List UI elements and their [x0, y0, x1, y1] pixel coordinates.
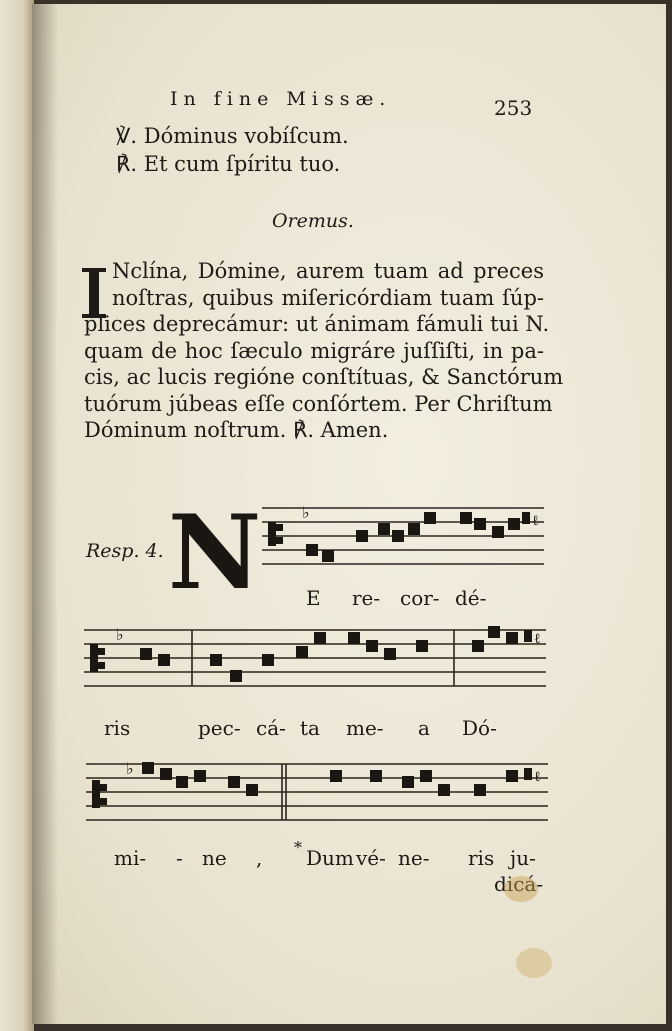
lyric-asterisk: *	[294, 838, 302, 857]
foxing-stain	[504, 876, 538, 902]
chant-staff-1	[262, 500, 546, 570]
response-text: Et cum ſpíritu tuo.	[143, 152, 341, 176]
prayer-line: Nclína, Dómine, aurem tuam ad preces	[112, 259, 544, 283]
svg-text:♭: ♭	[126, 759, 134, 778]
svg-text:ℓ: ℓ	[532, 513, 539, 529]
lyric-syllable: ,	[256, 846, 263, 870]
lyric-syllable: mi-	[114, 846, 147, 870]
chant-staff-3	[86, 756, 550, 828]
prayer-line: Dóminum noſtrum. ℟. Amen.	[84, 418, 389, 442]
lyric-syllable: ne	[202, 846, 227, 870]
catchword: dicá-	[494, 872, 544, 896]
lyric-syllable: Dó-	[462, 716, 497, 740]
chant-initial: N	[168, 493, 262, 613]
lyric-syllable: ne-	[398, 846, 430, 870]
svg-text:ℓ: ℓ	[534, 769, 541, 785]
running-header: In fine Missæ.	[170, 88, 392, 110]
lyric-syllable: E	[306, 586, 321, 610]
response-symbol: ℟.	[116, 152, 138, 176]
svg-text:ℓ: ℓ	[534, 631, 541, 647]
prayer-line: plices deprecámur: ut ánimam fámuli tui N.	[84, 312, 550, 336]
versicle-symbol: ℣.	[116, 124, 138, 148]
prayer-line: noſtras, quibus miſericórdiam tuam ſúp-	[112, 285, 544, 310]
lyric-syllable: -	[176, 846, 183, 870]
lyric-syllable: me-	[346, 716, 384, 740]
svg-text:♭: ♭	[116, 625, 124, 644]
lyric-syllable: pec-	[198, 716, 241, 740]
response-line	[116, 152, 340, 176]
lyric-syllable: ju-	[510, 846, 536, 870]
lyric-syllable: ris	[104, 716, 131, 740]
svg-text:♭: ♭	[302, 503, 310, 522]
chant-staff-2	[84, 622, 548, 698]
lyric-syllable: cor-	[400, 586, 440, 610]
lyric-syllable: re-	[352, 586, 381, 610]
lyric-syllable: Dum	[306, 846, 354, 870]
foxing-stain	[516, 948, 552, 978]
versicle-text: Dóminus vobíſcum.	[143, 124, 349, 148]
prayer-line: cis, ac lucis regióne conſtítuas, & Sanctórum	[84, 365, 564, 389]
lyric-syllable: vé-	[356, 846, 386, 870]
left-page-edge	[0, 0, 34, 1031]
lyric-syllable: ta	[300, 716, 320, 740]
prayer-text	[84, 258, 564, 444]
prayer-line: quam de hoc ſæculo migráre juſſiſti, in pa-	[84, 338, 544, 363]
gutter-shadow	[32, 4, 58, 1024]
lyric-syllable: a	[418, 716, 430, 740]
prayer-line: tuórum júbeas eſſe conſórtem. Per Chriſtum	[84, 391, 553, 416]
page-number: 253	[494, 96, 533, 120]
lyric-syllable: cá-	[256, 716, 286, 740]
lyric-syllable: dé-	[455, 586, 487, 610]
versicle-line	[116, 124, 349, 148]
oremus-heading: Oremus.	[272, 210, 354, 232]
lyric-syllable: ris	[468, 846, 495, 870]
responsory-label: Resp. 4.	[86, 540, 164, 562]
